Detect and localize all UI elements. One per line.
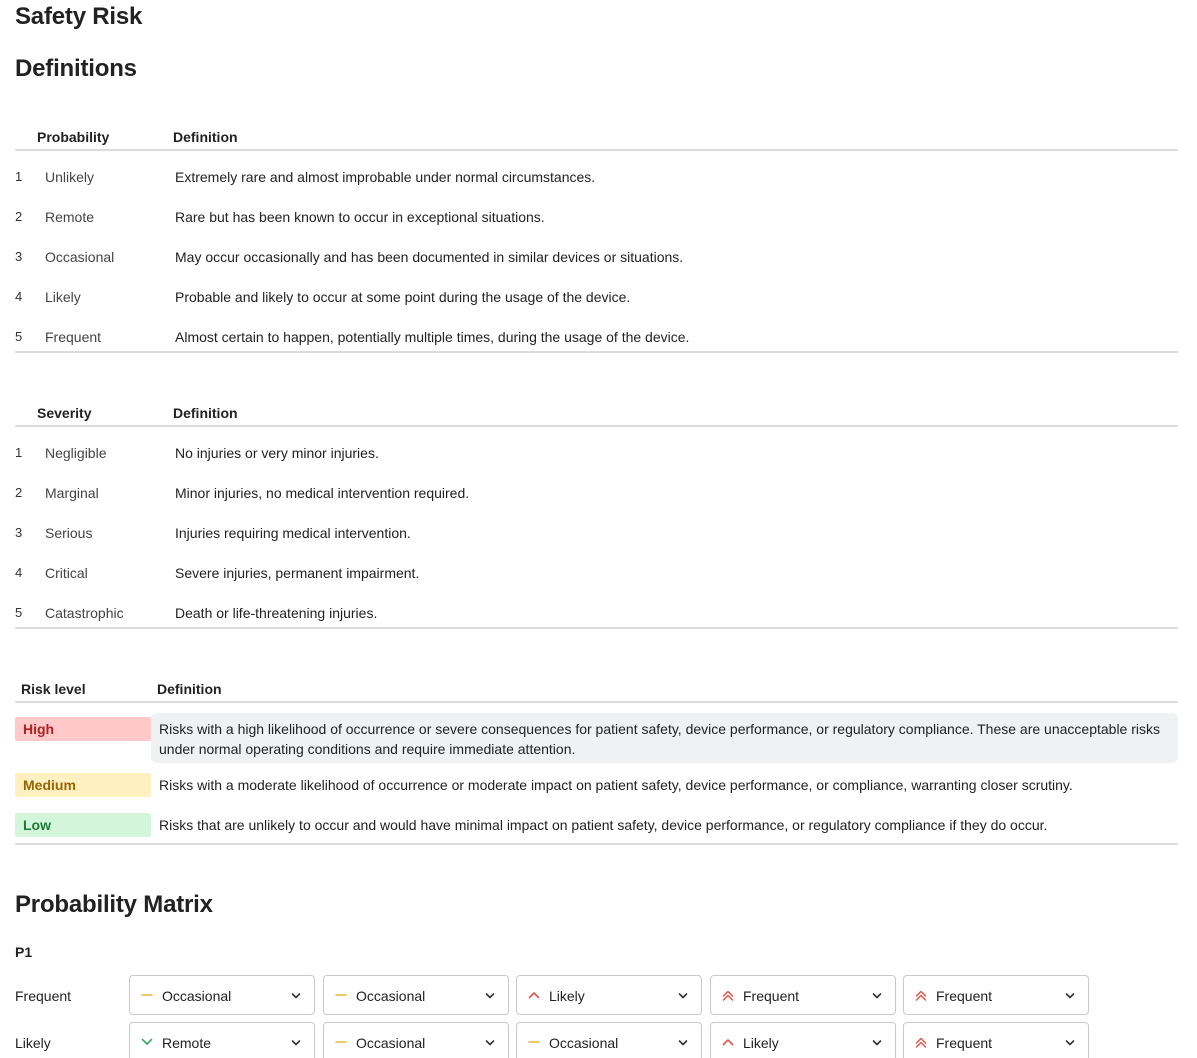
minus-icon <box>334 988 348 1002</box>
chevron-up-icon <box>527 988 541 1002</box>
level-definition: Rare but has been known to occur in exceptional situations. <box>175 209 545 225</box>
probability-select[interactable] <box>516 1022 702 1058</box>
select-value: Occasional <box>162 988 232 1004</box>
level-name: Likely <box>45 289 81 305</box>
select-value: Frequent <box>743 988 800 1004</box>
row-number: 4 <box>15 565 23 580</box>
double-chevron-up-icon <box>721 988 735 1002</box>
probability-row <box>15 311 1178 351</box>
probability-row <box>15 271 1178 311</box>
minus-icon <box>140 988 154 1002</box>
risk-row-low <box>15 805 1178 843</box>
probability-select[interactable] <box>710 1022 896 1058</box>
level-definition: Extremely rare and almost improbable under normal circumstances. <box>175 169 596 185</box>
probability-select[interactable] <box>710 975 896 1015</box>
risk-badge-high: High <box>15 717 151 741</box>
probability-table <box>15 121 1178 353</box>
probability-column-header: Probability <box>37 129 110 145</box>
row-number: 3 <box>15 525 23 540</box>
level-definition: Minor injuries, no medical intervention required. <box>175 485 470 501</box>
level-definition: Severe injuries, permanent impairment. <box>175 565 420 581</box>
severity-row <box>15 507 1178 547</box>
row-number: 2 <box>15 485 23 500</box>
select-value: Likely <box>549 988 585 1004</box>
level-definition: Probable and likely to occur at some point during the usage of the device. <box>175 289 631 305</box>
level-definition: Almost certain to happen, potentially multiple times, during the usage of the device. <box>175 329 690 345</box>
matrix-row <box>15 975 1178 1015</box>
risk-badge-low: Low <box>15 813 151 837</box>
select-value: Frequent <box>936 1035 993 1051</box>
row-number: 5 <box>15 605 23 620</box>
level-name: Unlikely <box>45 169 95 185</box>
risk-definition: Risks that are unlikely to occur and would have minimal impact on patient safety, device performance, or regulatory compliance if they do occur. <box>159 817 1048 833</box>
row-number: 1 <box>15 445 23 460</box>
select-value: Likely <box>743 1035 779 1051</box>
chevron-down-icon <box>871 1037 883 1049</box>
select-value: Occasional <box>549 1035 619 1051</box>
level-name: Negligible <box>45 445 107 461</box>
matrix-row <box>15 1022 1178 1058</box>
probability-table-header <box>15 121 1178 151</box>
chevron-down-icon <box>484 1037 496 1049</box>
probability-row <box>15 191 1178 231</box>
level-definition: Death or life-threatening injuries. <box>175 605 378 621</box>
severity-row <box>15 467 1178 507</box>
definition-column-header: Definition <box>157 681 222 697</box>
probability-select[interactable] <box>323 1022 509 1058</box>
page-title: Safety Risk <box>15 3 143 30</box>
level-name: Serious <box>45 525 93 541</box>
severity-row <box>15 427 1178 467</box>
probability-select[interactable] <box>903 975 1089 1015</box>
chevron-down-icon <box>677 990 689 1002</box>
probability-select[interactable] <box>903 1022 1089 1058</box>
minus-icon <box>527 1035 541 1049</box>
severity-row <box>15 587 1178 627</box>
probability-select[interactable] <box>129 975 315 1015</box>
select-value: Occasional <box>356 988 426 1004</box>
select-value: Remote <box>162 1035 212 1051</box>
severity-row <box>15 547 1178 587</box>
risk-definition: Risks with a moderate likelihood of occurrence or moderate impact on patient safety, device performance, or compliance, warranting closer scrutiny. <box>159 777 1073 793</box>
severity-column-header: Severity <box>37 405 92 421</box>
risk-row-high <box>15 703 1178 765</box>
risk-badge-medium: Medium <box>15 773 151 797</box>
matrix-row-label: Likely <box>15 1035 51 1051</box>
chevron-down-icon <box>484 990 496 1002</box>
chevron-down-icon <box>290 990 302 1002</box>
chevron-down-icon <box>677 1037 689 1049</box>
probability-select[interactable] <box>516 975 702 1015</box>
probability-row <box>15 151 1178 191</box>
chevron-up-icon <box>721 1035 735 1049</box>
chevron-down-icon <box>871 990 883 1002</box>
risk-definition: Risks with a high likelihood of occurrence or severe consequences for patient safety, device performance, or regulatory compliance. These are unacceptable risks under normal operating conditions and require immediate attention. <box>151 713 1178 763</box>
chevron-down-icon <box>290 1037 302 1049</box>
definition-column-header: Definition <box>173 405 238 421</box>
double-chevron-up-icon <box>914 1035 928 1049</box>
chevron-down-icon <box>140 1035 154 1049</box>
probability-select[interactable] <box>323 975 509 1015</box>
select-value: Frequent <box>936 988 993 1004</box>
row-number: 3 <box>15 249 23 264</box>
level-name: Frequent <box>45 329 102 345</box>
risk-level-table-header <box>15 673 1178 703</box>
select-value: Occasional <box>356 1035 426 1051</box>
level-name: Marginal <box>45 485 99 501</box>
level-name: Occasional <box>45 249 115 265</box>
row-number: 5 <box>15 329 23 344</box>
level-name: Critical <box>45 565 88 581</box>
probability-matrix-heading: Probability Matrix <box>15 891 213 918</box>
chevron-down-icon <box>1064 990 1076 1002</box>
probability-row <box>15 231 1178 271</box>
matrix-row-label: Frequent <box>15 988 72 1004</box>
level-name: Catastrophic <box>45 605 124 621</box>
severity-table-header <box>15 397 1178 427</box>
row-number: 1 <box>15 169 23 184</box>
risk-level-table <box>15 673 1178 845</box>
double-chevron-up-icon <box>914 988 928 1002</box>
minus-icon <box>334 1035 348 1049</box>
level-definition: May occur occasionally and has been documented in similar devices or situations. <box>175 249 684 265</box>
row-number: 2 <box>15 209 23 224</box>
chevron-down-icon <box>1064 1037 1076 1049</box>
level-definition: No injuries or very minor injuries. <box>175 445 379 461</box>
risk-level-column-header: Risk level <box>21 681 86 697</box>
level-definition: Injuries requiring medical intervention. <box>175 525 411 541</box>
probability-select[interactable] <box>129 1022 315 1058</box>
matrix-subtitle: P1 <box>15 944 33 960</box>
severity-table <box>15 397 1178 629</box>
level-name: Remote <box>45 209 95 225</box>
row-number: 4 <box>15 289 23 304</box>
risk-row-medium <box>15 765 1178 805</box>
definition-column-header: Definition <box>173 129 238 145</box>
definitions-heading: Definitions <box>15 55 137 82</box>
